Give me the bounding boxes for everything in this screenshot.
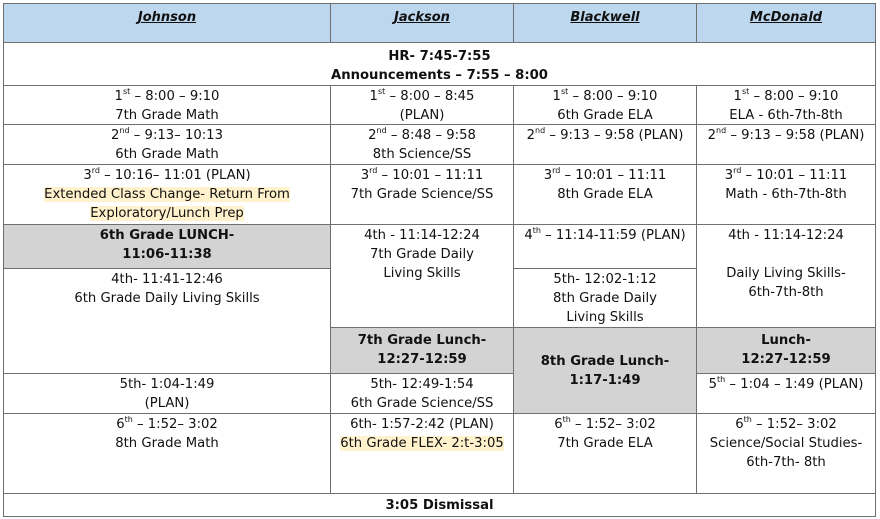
jackson-period-2: 2nd – 8:48 – 9:58 8th Science/SS [330, 124, 514, 165]
blackwell-period-2: 2nd – 9:13 – 9:58 (PLAN) [513, 124, 697, 165]
johnson-period-3: 3rd – 10:16– 11:01 (PLAN) Extended Class Change- Return From Exploratory/Lunch Prep [3, 164, 331, 225]
johnson-lunch: 6th Grade LUNCH- 11:06-11:38 [3, 224, 331, 269]
jackson-lunch: 7th Grade Lunch- 12:27-12:59 [330, 327, 514, 374]
johnson-period-1: 1st – 8:00 – 9:10 7th Grade Math [3, 85, 331, 125]
blackwell-period-4: 4th – 11:14-11:59 (PLAN) [513, 224, 697, 269]
johnson-period-4: 4th- 11:41-12:46 6th Grade Daily Living Skills [3, 268, 331, 374]
homeroom-time: HR- 7:45-7:55 [388, 49, 491, 64]
header-mcdonald: McDonald [696, 3, 876, 43]
blackwell-period-1: 1st – 8:00 – 9:10 6th Grade ELA [513, 85, 697, 125]
jackson-period-5: 5th- 12:49-1:54 6th Grade Science/SS [330, 373, 514, 414]
blackwell-lunch: 8th Grade Lunch- 1:17-1:49 [513, 327, 697, 414]
extended-class-change-note: Extended Class Change- Return From [44, 187, 290, 202]
announcements-time: Announcements – 7:55 – 8:00 [331, 68, 548, 83]
johnson-period-2: 2nd – 9:13– 10:13 6th Grade Math [3, 124, 331, 165]
blackwell-period-3: 3rd – 10:01 – 11:11 8th Grade ELA [513, 164, 697, 225]
mcdonald-period-3: 3rd – 10:01 – 11:11 Math - 6th-7th-8th [696, 164, 876, 225]
mcdonald-period-2: 2nd – 9:13 – 9:58 (PLAN) [696, 124, 876, 165]
blackwell-period-5: 5th- 12:02-1:12 8th Grade Daily Living Skills [513, 268, 697, 328]
exploratory-lunch-prep-note: Exploratory/Lunch Prep [90, 206, 244, 221]
mcdonald-period-4: 4th - 11:14-12:24 Daily Living Skills- 6th-7th-8th [696, 224, 876, 328]
johnson-period-5: 5th- 1:04-1:49 (PLAN) [3, 373, 331, 414]
flex-period-note: 6th Grade FLEX- 2:t-3:05 [340, 436, 504, 451]
jackson-period-4: 4th - 11:14-12:24 7th Grade Daily Living Skills [330, 224, 514, 328]
mcdonald-lunch: Lunch- 12:27-12:59 [696, 327, 876, 374]
header-johnson: Johnson [3, 3, 331, 43]
header-blackwell: Blackwell [513, 3, 697, 43]
dismissal-cell: 3:05 Dismissal [3, 493, 876, 517]
mcdonald-period-6: 6th – 1:52– 3:02 Science/Social Studies- 6th-7th- 8th [696, 413, 876, 494]
homeroom-cell [3, 42, 876, 86]
mcdonald-period-1: 1st – 8:00 – 9:10 ELA - 6th-7th-8th [696, 85, 876, 125]
johnson-period-6: 6th – 1:52– 3:02 8th Grade Math [3, 413, 331, 494]
jackson-period-3: 3rd – 10:01 – 11:11 7th Grade Science/SS [330, 164, 514, 225]
blackwell-period-6: 6th – 1:52– 3:02 7th Grade ELA [513, 413, 697, 494]
mcdonald-period-5: 5th – 1:04 – 1:49 (PLAN) [696, 373, 876, 414]
header-jackson: Jackson [330, 3, 514, 43]
jackson-period-1: 1st – 8:00 – 8:45 (PLAN) [330, 85, 514, 125]
jackson-period-6: 6th- 1:57-2:42 (PLAN) 6th Grade FLEX- 2:t-3:05 [330, 413, 514, 494]
